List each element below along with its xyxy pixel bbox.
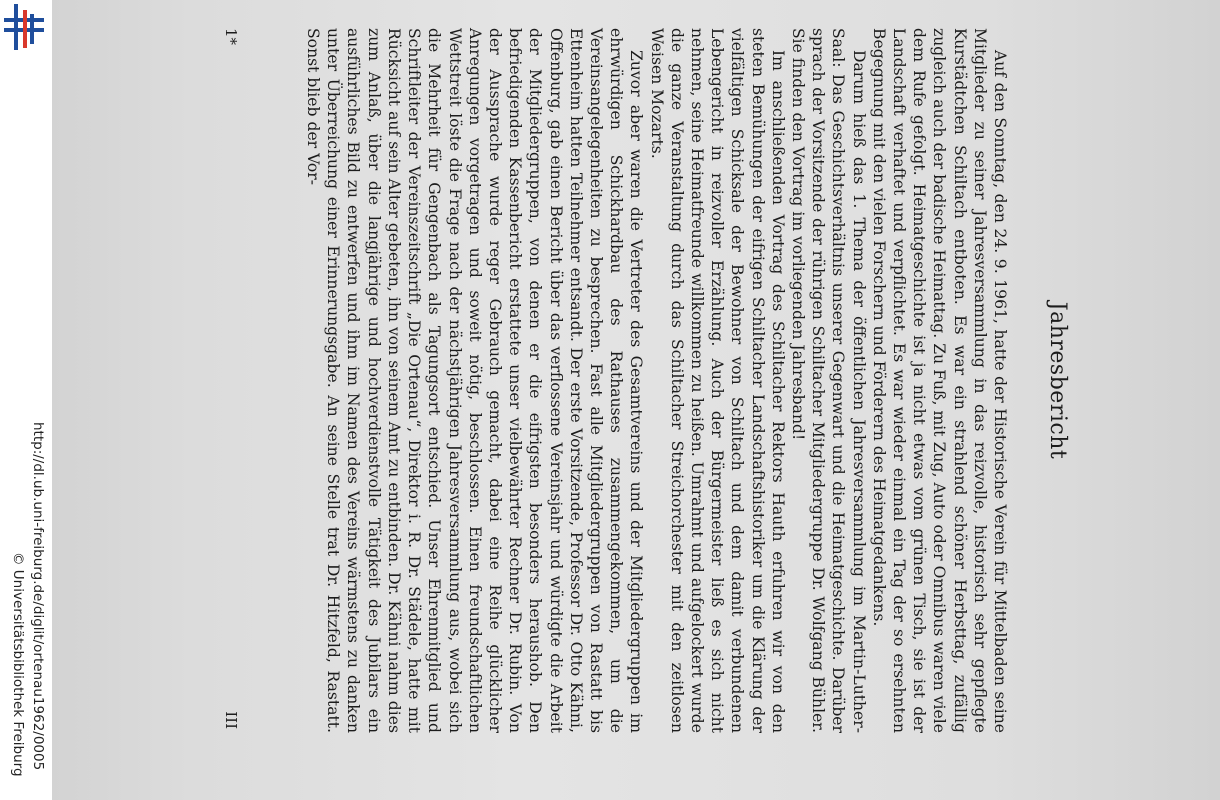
library-logo-icon — [4, 4, 44, 50]
paragraph: Auf den Sonntag, den 24. 9. 1961, hatte der Historische Verein für Mittelbaden seine Mitglieder zu seiner Jahresversammlung in das reizvolle, historisch sehr gepflegte Kurstädtchen Schiltach entboten. Es war ein strahlend schöner Herbsttag, zufällig zugleich auch der badische Heimattag. Zu Fuß, mit Zug, Auto oder Omnibus waren viele dem Rufe gefolgt. Heimatgeschichte ist ja nicht etwas vom grünen Tisch, sie ist der Landschaft verhaftet und verpflichtet. Es war wieder einmal ein Tag der so ersehnten Begegnung mit den vielen Forschern und Förderern des Heimatgedankens. — [869, 28, 1009, 733]
left-margin — [0, 0, 52, 800]
scanned-page — [52, 0, 1220, 800]
paragraph: Im anschließenden Vortrag des Schiltacher Rektors Hauth erfuhren wir von den steten Bemühungen der eifrigen Schiltacher Landschaftshistoriker um die Klärung der vielfältigen Schicksale der Bewohner von Schiltach und dem damit verbundenen Lebengericht in reizvoller Erzählung. Auch der Bürgermeister ließ es sich nicht nehmen, seine Heimatfreunde willkommen zu heißen. Umrahmt und aufgelockert wurde die ganze Veranstaltung durch das Schiltacher Streichorchester mit den zeitlosen Weisen Mozarts. — [647, 28, 787, 733]
page-number: III — [222, 711, 240, 729]
copyright-notice: © Universitätsbibliothek Freiburg — [10, 552, 26, 777]
page-title: Jahresbericht — [1045, 301, 1070, 460]
page-content — [190, 28, 1070, 758]
paragraph: Zuvor aber waren die Vertreter des Gesamtvereins und der Mitgliedergruppen im ehrwürdigen Schickhardbau des Rathauses zusammengekommen, um die Vereinsangelegenheiten zu besprechen. Fast alle Mitgliedergruppen von Rastatt bis Ettenheim hatten Teilnehmer entsandt. Der erste Vorsitzende, Professor Dr. Otto Kähni, Offenburg, gab einen Bericht über das verflossene Vereinsjahr und würdigte die Arbeit der Mitgliedergruppen, von denen er die eifrigsten besonders heraushob. Den befriedigenden Kassenbericht erstattete unser vielbewährter Rechner Dr. Rubin. Von der Aussprache wurde reger Gebrauch gemacht, dabei eine Reihe glücklicher Anregungen vorgetragen und soweit nötig, beschlossen. Einen freundschaftlichen Wettstreit löste die Frage nach der nächstjährigen Jahresversammlung aus, wobei sich die Mehrheit für Gengenbach als Tagungsort entschied. Unser Ehrenmitglied und Schriftleiter der Vereinszeitschrift „Die Ortenau“, Direktor i. R. Dr. Städele, hatte mit Rücksicht auf sein Alter gebeten, ihn von seinem Amt zu entbinden. Dr. Kähni nahm dies zum Anlaß, über die langjährige und hochverdienstvolle Tätigkeit des Jubilars ein ausführliches Bild zu entwerfen und ihm im Namen des Vereins wärmstens zu danken unter Überreichung einer Erinnerungsgabe. An seine Stelle trat Dr. Hitzfeld, Rastatt. Sonst blieb der Vor- — [304, 28, 646, 733]
paragraph: Darum hieß das 1. Thema der öffentlichen Jahresversammlung im Martin-Luther-Saal: Das Geschichtsverhältnis unserer Gegenwart und die Heimatgeschichte. Darüber sprach der Vorsitzende der rührigen Schiltacher Mitgliedergruppe Dr. Wolfgang Bühler. Sie finden den Vortrag im vorliegenden Jahresband! — [788, 28, 868, 733]
page-footer — [216, 28, 240, 733]
report-body — [303, 28, 1010, 733]
printer-signature: 1* — [222, 28, 240, 46]
source-url[interactable]: http://dl.ub.uni-freiburg.de/diglit/ortenau1962/0005 — [30, 422, 46, 771]
